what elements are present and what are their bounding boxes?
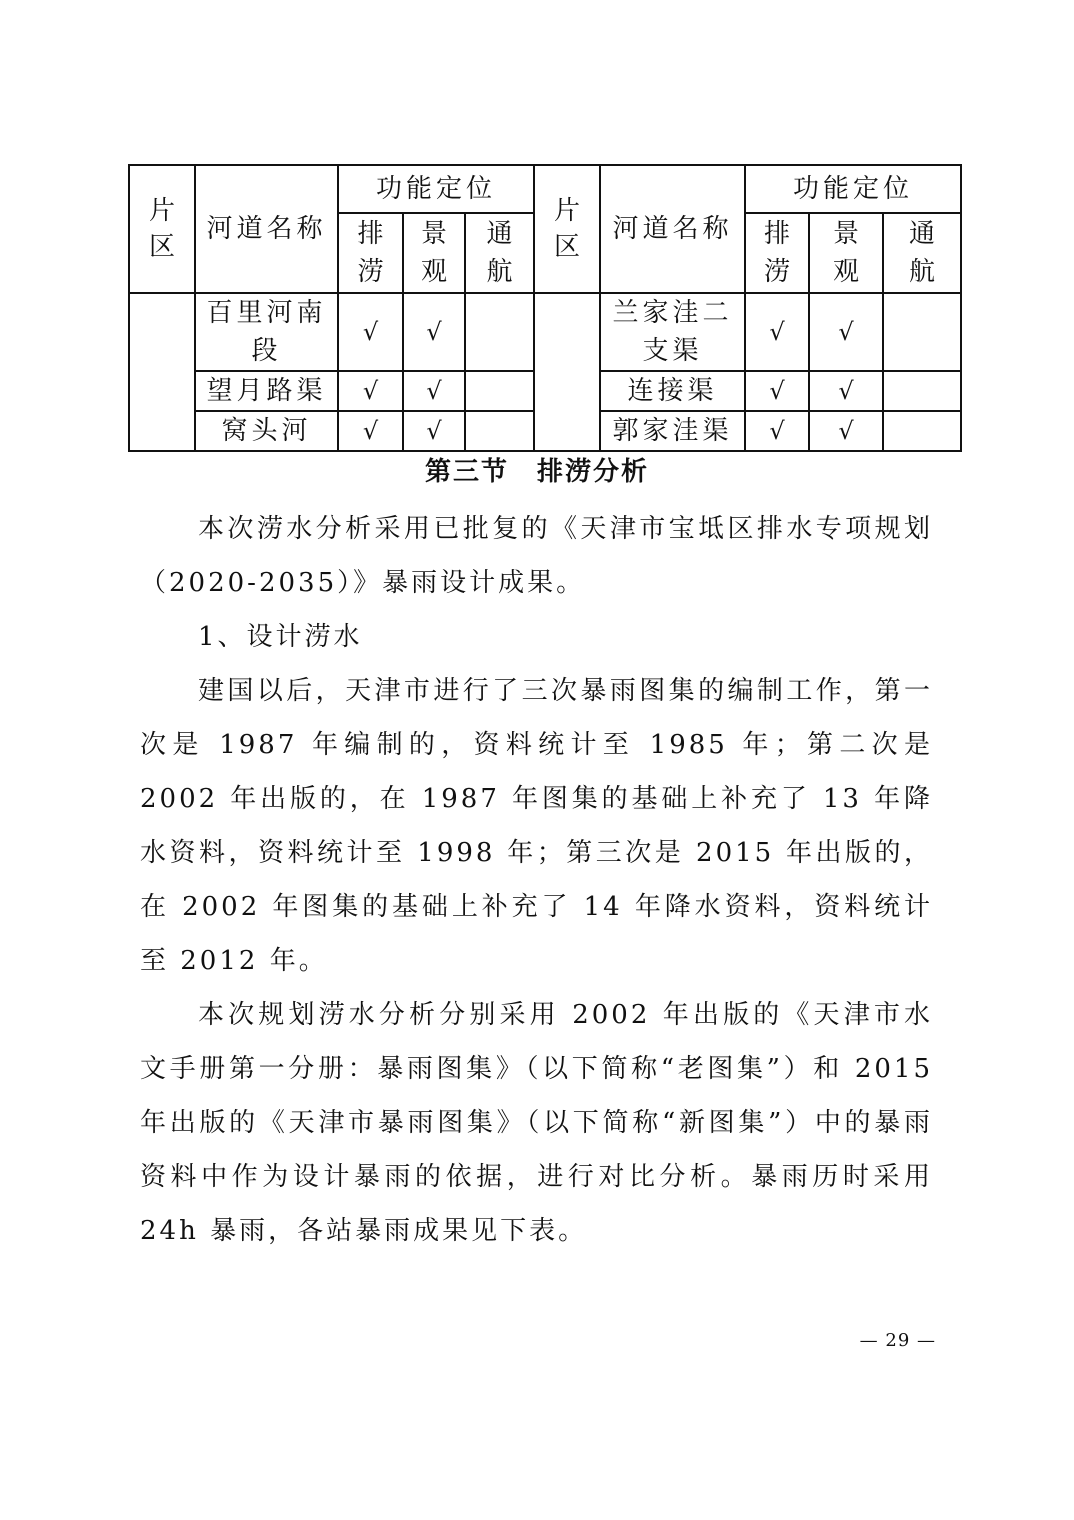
check-mark: √: [745, 371, 809, 411]
empty-cell: [465, 293, 534, 371]
paragraph: 建国以后，天津市进行了三次暴雨图集的编制工作，第一次是 1987 年编制的，资料统计至 1985 年；第二次是 2002 年出版的，在 1987 年图集的基础上补充了 13 年降水资料，资料统计至 1998 年；第三次是 2015 年出版的，在 2002 年图集的基础上补充了 14 年降水资料，资料统计至 2012 年。: [140, 676, 933, 976]
check-mark: √: [338, 293, 403, 371]
col-nav-left: 通航: [465, 213, 534, 293]
check-mark: √: [403, 293, 465, 371]
empty-cell: [883, 371, 961, 411]
paragraph: 1、设计涝水: [198, 622, 363, 652]
region-cell-right: [534, 293, 600, 451]
check-mark: √: [338, 371, 403, 411]
page-number: — 29 —: [859, 1330, 936, 1351]
check-mark: √: [809, 293, 883, 371]
check-mark: √: [403, 371, 465, 411]
col-view-right: 景观: [809, 213, 883, 293]
function-group-header-right: 功能定位: [745, 165, 961, 213]
check-mark: √: [403, 411, 465, 451]
function-table: [128, 164, 962, 452]
empty-cell: [883, 293, 961, 371]
river-name: 兰家洼二支渠: [600, 293, 745, 371]
check-mark: √: [745, 411, 809, 451]
col-drain-left: 排涝: [338, 213, 403, 293]
name-header-left: 河道名称: [195, 165, 338, 293]
empty-cell: [465, 411, 534, 451]
paragraph: 本次涝水分析采用已批复的《天津市宝坻区排水专项规划（2020-2035）》暴雨设计成果。: [140, 514, 933, 598]
function-group-header-left: 功能定位: [338, 165, 534, 213]
river-name: 郭家洼渠: [600, 411, 745, 451]
river-name: 望月路渠: [195, 371, 338, 411]
table-row: [129, 293, 961, 371]
paragraph: 本次规划涝水分析分别采用 2002 年出版的《天津市水文手册第一分册：暴雨图集》（以下简称“老图集”）和 2015 年出版的《天津市暴雨图集》（以下简称“新图集”）中的暴雨资料中作为设计暴雨的依据，进行对比分析。暴雨历时采用 24h 暴雨，各站暴雨成果见下表。: [140, 1000, 933, 1246]
col-nav-right: 通航: [883, 213, 961, 293]
col-view-left: 景观: [403, 213, 465, 293]
check-mark: √: [745, 293, 809, 371]
col-drain-right: 排涝: [745, 213, 809, 293]
name-header-right: 河道名称: [600, 165, 745, 293]
check-mark: √: [338, 411, 403, 451]
check-mark: √: [809, 411, 883, 451]
region-header-right: 片区: [534, 165, 600, 293]
check-mark: √: [809, 371, 883, 411]
river-name: 百里河南段: [195, 293, 338, 371]
river-name: 窝头河: [195, 411, 338, 451]
region-cell-left: [129, 293, 195, 451]
body-text: [140, 502, 933, 1258]
region-header-left: 片区: [129, 165, 195, 293]
section-title: 第三节 排涝分析: [424, 457, 649, 487]
empty-cell: [883, 411, 961, 451]
river-name: 连接渠: [600, 371, 745, 411]
empty-cell: [465, 371, 534, 411]
